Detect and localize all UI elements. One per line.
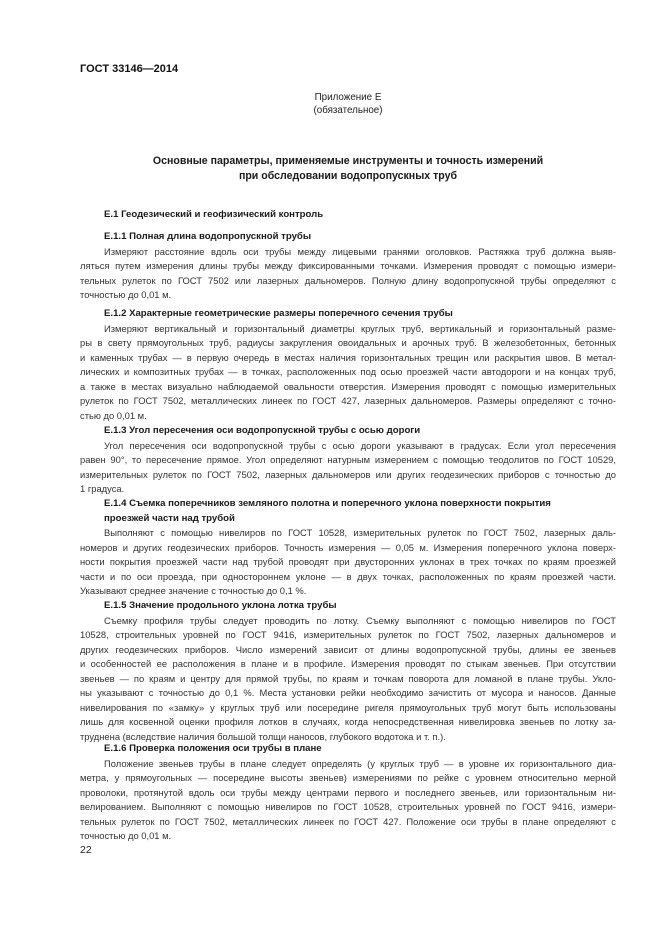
section bbox=[80, 307, 616, 423]
annex-heading bbox=[80, 91, 616, 117]
paragraph-line: части и по оси проезда, при одностороннем уклоне — в двух точках, расположенных по краям проезжей части. bbox=[80, 570, 616, 582]
section-heading: Е.1.5 Значение продольного уклона лотка трубы bbox=[104, 600, 337, 611]
paragraph-line: равен 90°, то пересечение прямое. Угол определяют натурным измерением с помощью теодолитов по ГОСТ 10529, bbox=[80, 454, 616, 465]
page-number: 22 bbox=[80, 844, 92, 856]
paragraph-line: нивелирования по «замку» у круглых труб или посередине ригеля прямоугольных труб могут быть использованы bbox=[80, 701, 616, 713]
section-heading: Е.1 Геодезический и геофизический контроль bbox=[104, 209, 324, 220]
paragraph-line: ляться путем измерения длины трубы между фиксированными точками. Измерения проводят с помощью измери- bbox=[80, 260, 616, 271]
section-heading: проезжей части над трубой bbox=[104, 512, 235, 524]
paragraph-line: 1 градуса. bbox=[80, 483, 125, 494]
paragraph-line: Указывают среднее значение с точностью до 0,1 %. bbox=[80, 585, 307, 596]
paragraph-line: и каменных трубах — в первую очередь в местах наличия горизонтальных трещин или раскрытия швов. В метал- bbox=[80, 351, 616, 363]
page-title bbox=[80, 154, 616, 183]
paragraph-line: лических и композитных трубах — в точках, расположенных под осью проезжей части автодороги и на концах труб, bbox=[80, 366, 616, 377]
section-heading: Е.1.2 Характерные геометрические размеры поперечного сечения трубы bbox=[104, 308, 453, 319]
paragraph-line: проволоки, протянутой вдоль оси трубы между центрами первого и последнего звеньев, или горизонтальным ни- bbox=[80, 786, 616, 798]
title-line: Основные параметры, применяемые инструменты и точность измерений bbox=[152, 155, 544, 167]
paragraph-line: и особенностей ее расположения в плане и в профиле. Измерения проводят по стыкам звеньев. При отсутствии bbox=[80, 658, 616, 669]
section-heading: Е.1.6 Проверка положения оси трубы в плане bbox=[104, 743, 322, 754]
paragraph-line: других геодезических приборов. Число измерений зависит от длины водопропускной трубы, длины ее звеньев bbox=[80, 643, 616, 655]
document-id: ГОСТ 33146—2014 bbox=[80, 63, 179, 75]
annex-status: (обязательное) bbox=[313, 105, 383, 116]
paragraph-line: Угол пересечения оси водопропускной трубы с осью дороги указывают в градусах. Если угол пересечения bbox=[104, 439, 616, 451]
section bbox=[80, 230, 616, 303]
paragraph-line: звеньев — по краям и центру для прямой трубы, по краям и точкам поворота для ломаной в плане трубы. Укло- bbox=[80, 672, 616, 684]
section-heading: Е.1.4 Съемка поперечников земляного полотна и поперечного уклона поверхности покрытия bbox=[104, 498, 551, 509]
paragraph-line: стью до 0,01 м. bbox=[80, 409, 147, 421]
paragraph-line: тельных рулеток по ГОСТ 7502 или лазерных дальномеров. Полную длину водопропускной трубы определяют с bbox=[80, 274, 616, 286]
paragraph-line: ры в свету прямоугольных труб, радиусы закругления овоидальных и арочных труб. В железобетонных, бетонных bbox=[80, 337, 616, 348]
paragraph-line: измерительных рулеток по ГОСТ 7502, лазерных дальномеров или других геодезических приборов с точностью до bbox=[80, 468, 616, 480]
paragraph-line: труднена (вследствие наличия большой толщи наносов, глубокого водотока и т. п.). bbox=[80, 730, 446, 742]
section bbox=[80, 424, 616, 497]
paragraph-line: Измеряют расстояние вдоль оси трубы между лицевыми гранями оголовков. Растяжка труб должна выяв- bbox=[104, 245, 616, 257]
paragraph-line: Съемку профиля трубы следует проводить по лотку. Съемку выполняют с помощью нивелиров по ГОСТ bbox=[104, 614, 616, 626]
paragraph-line: Измеряют вертикальный и горизонтальный диаметры круглых труб, вертикальный и горизонтальный разме- bbox=[104, 322, 616, 334]
paragraph-line: тельных рулеток по ГОСТ 7502, металлических линеек по ГОСТ 427. Положение оси трубы в плане определяют с bbox=[80, 815, 616, 827]
paragraph-line: номеров и других геодезических приборов. Точность измерения — 0,05 м. Измерения поперечного уклона поверх- bbox=[80, 541, 616, 553]
paragraph-line: Положение звеньев трубы в плане следует определять (у круглых труб — в уровне их горизонтального диа- bbox=[104, 757, 616, 769]
section-heading: Е.1.1 Полная длина водопропускной трубы bbox=[104, 231, 312, 242]
section bbox=[80, 742, 616, 844]
paragraph-line: рулеток по ГОСТ 7502, металлических линеек по ГОСТ 427, лазерных дальномеров. Размеры определяют с точно- bbox=[80, 395, 616, 406]
paragraph-line: метра, у прямоугольных — посередине высоты звеньев) измерениями по рейке с уровнем относительно мерной bbox=[80, 772, 616, 783]
paragraph-line: а также в местах визуально наблюдаемой овальности отверстия. Измерения проводят с помощью измерительных bbox=[80, 380, 616, 392]
section-heading: Е.1.3 Угол пересечения оси водопропускной трубы с осью дороги bbox=[104, 425, 421, 436]
paragraph-line: Выполняют с помощью нивелиров по ГОСТ 10528, измерительных рулеток по ГОСТ 7502, лазерных даль- bbox=[104, 527, 616, 538]
title-line: при обследовании водопропускных труб bbox=[238, 169, 458, 182]
annex-title: Приложение Е bbox=[314, 92, 382, 103]
paragraph-line: лишь для косвенной оценки профиля лотков в случаях, когда непосредственная нивелировка звеньев по лотку за- bbox=[80, 716, 616, 727]
paragraph-line: ности покрытия проезжей части над трубой проводят при двусторонних уклонах в трех точках по краям проезжей bbox=[80, 556, 616, 567]
paragraph-line: велированием. Выполняют с помощью нивелиров по ГОСТ 10528, строительных уровней по ГОСТ 9416, измери- bbox=[80, 801, 616, 812]
section bbox=[80, 497, 616, 599]
section bbox=[80, 208, 616, 223]
paragraph-line: точностью до 0,01 м. bbox=[80, 830, 172, 841]
section bbox=[80, 599, 616, 744]
paragraph-line: 10528, строительных уровней по ГОСТ 9416, измерительных рулеток по ГОСТ 7502, лазерных дальномеров и bbox=[80, 629, 616, 640]
paragraph-line: точностью до 0,01 м. bbox=[80, 289, 172, 300]
paragraph-line: ны указывают с точностью до 0,1 %. Места установки рейки необходимо зачистить от мусора и наносов. Данные bbox=[80, 687, 616, 698]
